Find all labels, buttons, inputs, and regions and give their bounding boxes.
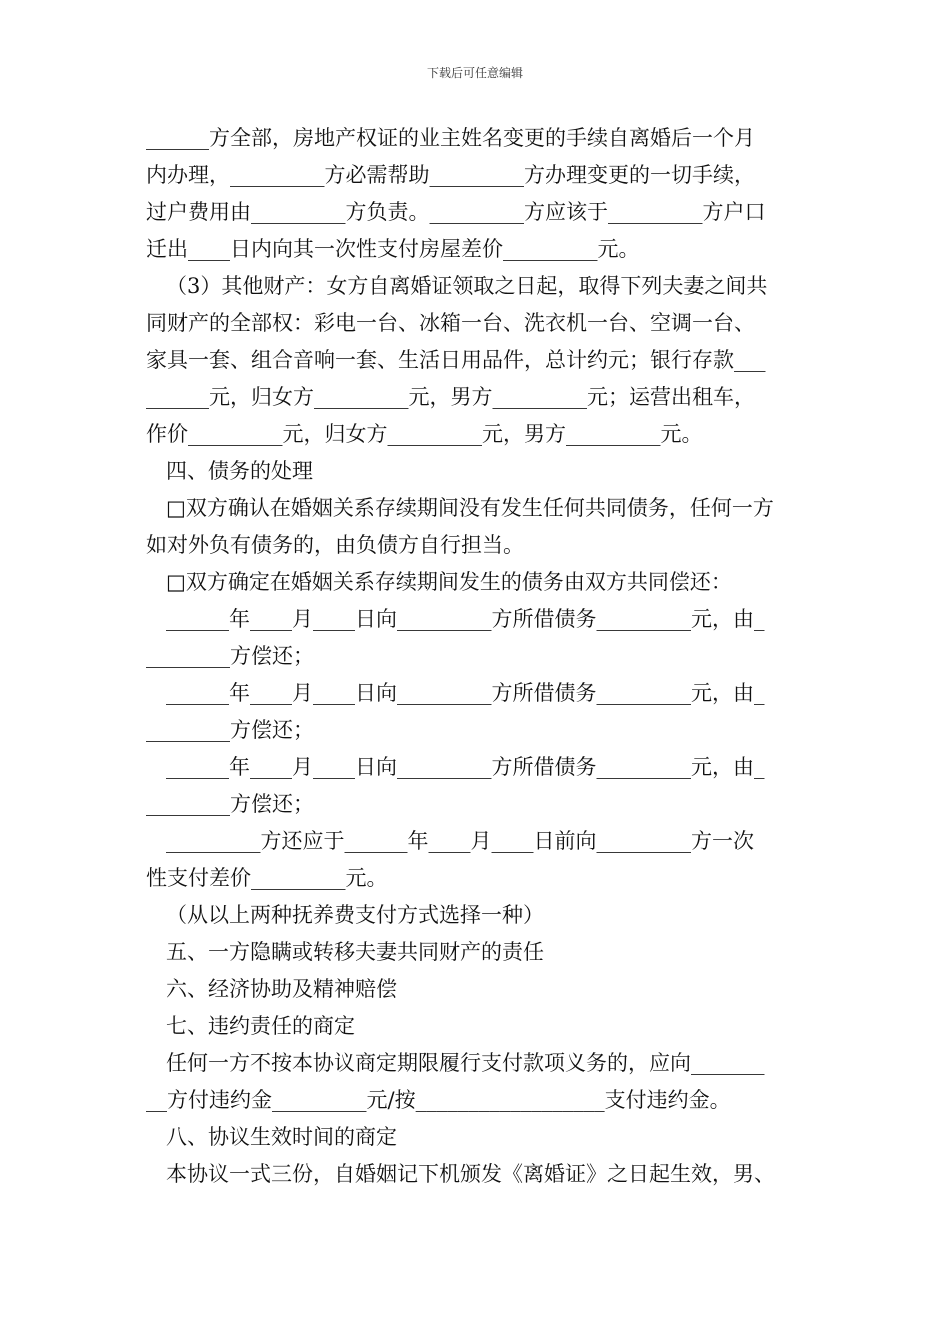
text-line: 内办理，_________方必需帮助_________方办理变更的一切手续，: [146, 163, 755, 187]
debt-entry-line: ______年____月____日向_________方所借债务_________元，由_: [166, 607, 765, 631]
checkbox-option-line: □双方确定在婚姻关系存续期间发生的债务由双方共同偿还：: [166, 570, 732, 594]
text-line: ______元，归女方_________元，男方_________元；运营出租车，: [146, 385, 755, 409]
debt-entry-line: ______年____月____日向_________方所借债务_________元，由_: [166, 755, 765, 779]
document-body: [146, 120, 826, 1193]
page-header: 下载后可任意编辑: [426, 66, 523, 80]
text-line: 本协议一式三份，自婚姻记下机颁发《离婚证》之日起生效，男、: [166, 1162, 775, 1186]
section-heading: 四、债务的处理: [166, 459, 313, 483]
text-line: 性支付差价_________元。: [146, 866, 388, 890]
section-heading: 六、经济协助及精神赔偿: [166, 977, 397, 1001]
checkbox-option-line: □双方确认在婚姻关系存续期间没有发生任何共同债务，任何一方: [166, 496, 774, 520]
text-line: 如对外负有债务的，由负债方自行担当。: [146, 533, 524, 557]
section-heading: 七、违约责任的商定: [166, 1014, 355, 1038]
text-line: 迁出____日内向其一次性支付房屋差价_________元。: [146, 237, 640, 261]
text-line: 任何一方不按本协议商定期限履行支付款项义务的，应向_______: [166, 1051, 765, 1075]
section-heading: 八、协议生效时间的商定: [166, 1125, 397, 1149]
debt-entry-line: ______年____月____日向_________方所借债务_________元，由_: [166, 681, 765, 705]
text-line: 同财产的全部权：彩电一台、冰箱一台、洗衣机一台、空调一台、: [146, 311, 755, 335]
text-line: __方付违约金_________元/按__________________支付违约金。: [146, 1088, 731, 1112]
text-line: 家具一套、组合音响一套、生活日用品件，总计约元；银行存款___: [146, 348, 766, 372]
text-line: ________方偿还；: [146, 718, 314, 742]
text-line: ______方全部，房地产权证的业主姓名变更的手续自离婚后一个月: [146, 126, 755, 150]
text-line: 作价_________元，归女方_________元，男方_________元。: [146, 422, 703, 446]
text-line: ________方偿还；: [146, 792, 314, 816]
section-heading: 五、一方隐瞒或转移夫妻共同财产的责任: [166, 940, 544, 964]
text-line: ________方偿还；: [146, 644, 314, 668]
section-paragraph-line: （3）其他财产：女方自离婚证领取之日起，取得下列夫妻之间共: [166, 274, 768, 298]
note-line: （从以上两种抚养费支付方式选择一种）: [166, 903, 544, 927]
text-line: 过户费用由_________方负责。_________方应该于_________方户口: [146, 200, 766, 224]
payment-line: _________方还应于______年____月____日前向_________方一次: [166, 829, 754, 853]
